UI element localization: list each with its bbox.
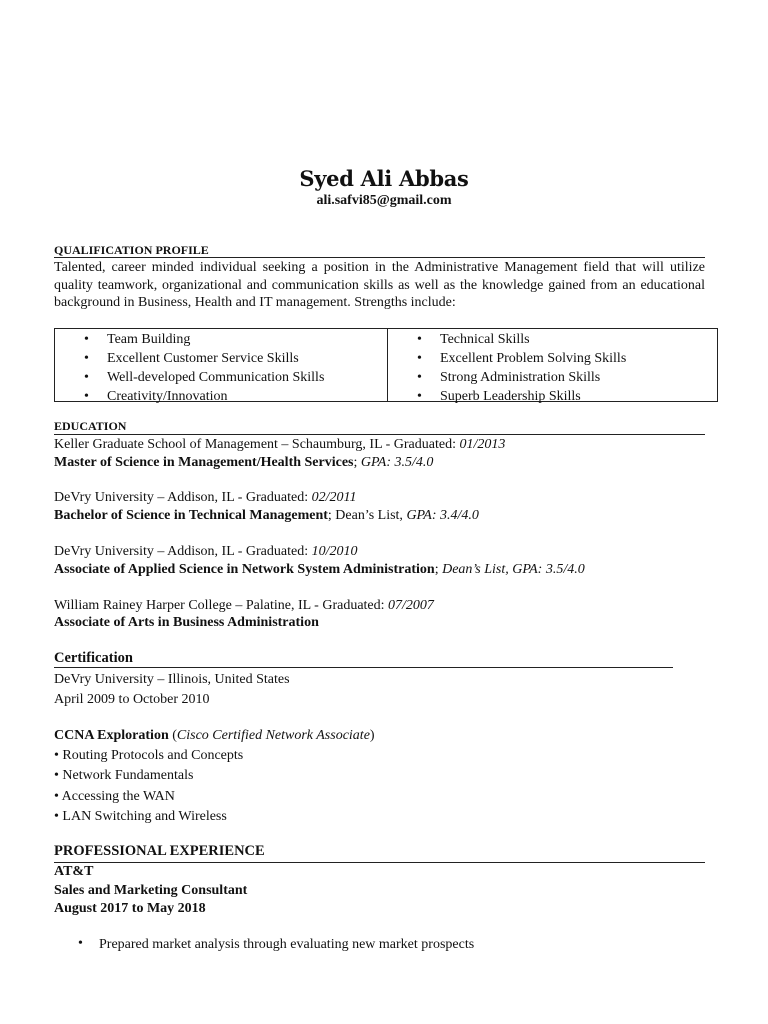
education-degree: Associate of Arts in Business Administration [54, 615, 319, 630]
education-school: DeVry University – Addison, IL - Graduated: 02/2011 [54, 490, 357, 505]
certification-institution: DeVry University – Illinois, United States [54, 672, 290, 687]
strength-item: • Superb Leadership Skills [388, 387, 626, 406]
education-school: Keller Graduate School of Management – Schaumburg, IL - Graduated: 01/2013 [54, 437, 506, 452]
experience-bullet: Prepared market analysis through evaluating new market prospects [99, 937, 475, 952]
education-degree: Associate of Applied Science in Network System Administration; Dean’s List, GPA: 3.5/4.0 [54, 562, 585, 577]
experience-heading: PROFESSIONAL EXPERIENCE [54, 843, 265, 859]
education-degree: Bachelor of Science in Technical Management; Dean’s List, GPA: 3.4/4.0 [54, 508, 479, 523]
education-school: William Rainey Harper College – Palatine, IL - Graduated: 07/2007 [54, 598, 434, 613]
strength-item: • Excellent Customer Service Skills [55, 349, 324, 368]
ccna-item: • Accessing the WAN [54, 789, 175, 804]
certification-rule [54, 667, 673, 668]
experience-role: Sales and Marketing Consultant [54, 883, 248, 898]
education-degree: Master of Science in Management/Health Services; GPA: 3.5/4.0 [54, 455, 434, 470]
strength-item: • Excellent Problem Solving Skills [388, 349, 626, 368]
strength-item: • Team Building [55, 330, 324, 349]
strength-item: • Well-developed Communication Skills [55, 368, 324, 387]
strength-item: • Strong Administration Skills [388, 368, 626, 387]
qualification-heading: QUALIFICATION PROFILE [54, 243, 209, 257]
strength-item: • Creativity/Innovation [55, 387, 324, 406]
bullet-glyph: • [78, 936, 83, 951]
strength-item: • Technical Skills [388, 330, 626, 349]
ccna-item: • Routing Protocols and Concepts [54, 748, 244, 763]
education-heading: EDUCATION [54, 419, 127, 433]
education-rule [54, 434, 705, 435]
ccna-item: • Network Fundamentals [54, 768, 194, 783]
experience-period: August 2017 to May 2018 [54, 901, 206, 916]
experience-company: AT&T [54, 864, 94, 879]
qualification-rule [54, 257, 705, 258]
qualification-paragraph: Talented, career minded individual seeking a position in the Administrative Management field that will utilize quality teamwork, organizational and communication skills as well as the knowledge gained from an educational background in Business, Health and IT management. Strengths include: [54, 260, 705, 310]
experience-rule [54, 862, 705, 863]
certification-heading: Certification [54, 650, 133, 666]
strengths-left-column [55, 329, 388, 404]
ccna-title: CCNA Exploration (Cisco Certified Network Associate) [54, 728, 375, 743]
ccna-item: • LAN Switching and Wireless [54, 809, 227, 824]
strengths-table [54, 328, 718, 402]
candidate-name: Syed Ali Abbas [299, 166, 469, 191]
candidate-email: ali.safvi85@gmail.com [316, 193, 452, 208]
strengths-right-column [388, 329, 719, 404]
education-school: DeVry University – Addison, IL - Graduated: 10/2010 [54, 544, 358, 559]
certification-period: April 2009 to October 2010 [54, 692, 210, 707]
